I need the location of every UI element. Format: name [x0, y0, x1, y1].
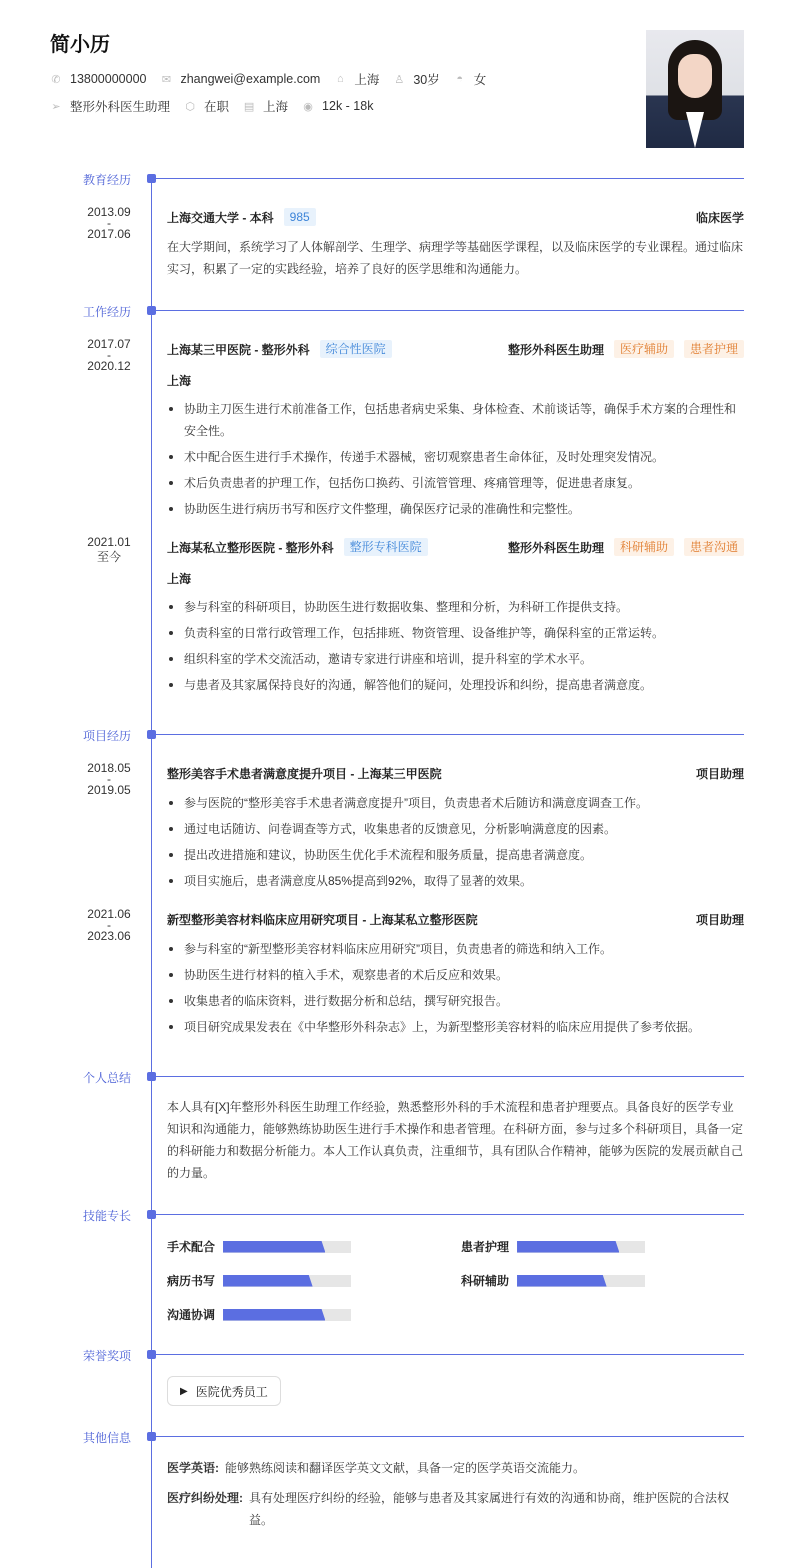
other-value: 能够熟练阅读和翻译医学英文文献，具备一定的医学英语交流能力。 — [225, 1461, 586, 1475]
list-item: 项目研究成果发表在《中华整形外科杂志》上，为新型整形美容材料的临床应用提供了参考依据。 — [167, 1016, 744, 1038]
section-title: 项目经历 — [83, 729, 132, 743]
section-honors — [0, 1348, 794, 1362]
other-key: 医学英语: — [167, 1461, 219, 1475]
section-divider — [156, 1436, 744, 1437]
list-item: 与患者及其家属保持良好的沟通，解答他们的疑问，处理投诉和纠纷，提高患者满意度。 — [167, 674, 744, 696]
work-duties — [167, 596, 744, 700]
contact-row — [50, 70, 500, 88]
work-city: 上海 — [167, 572, 192, 586]
date-range: 2018.05 - 2019.05 — [87, 761, 131, 797]
section-summary — [0, 1070, 794, 1084]
project-items — [167, 792, 744, 896]
list-item: 收集患者的临床资料，进行数据分析和总结，撰写研究报告。 — [167, 990, 744, 1012]
skill-item — [167, 1272, 351, 1289]
date-range: 2017.07 - 2020.12 — [87, 337, 131, 373]
section-dot — [147, 1350, 156, 1359]
section-divider — [156, 1076, 744, 1077]
skill-bar — [223, 1241, 351, 1253]
target-city: 上海 — [263, 100, 289, 114]
section-dot — [147, 1072, 156, 1081]
section-work — [0, 304, 794, 318]
age-icon: ♙ — [394, 73, 405, 86]
skill-fill — [517, 1241, 619, 1253]
tag: 985 — [284, 208, 316, 226]
project-header — [167, 765, 744, 782]
other-key: 医疗纠纷处理: — [167, 1491, 243, 1505]
section-title: 教育经历 — [83, 173, 132, 187]
skill-fill — [223, 1275, 313, 1287]
email: zhangwei@example.com — [180, 72, 321, 86]
date-range: 2021.06 - 2023.06 — [87, 907, 131, 943]
skill-name: 患者护理 — [461, 1240, 510, 1254]
skill-item — [167, 1238, 351, 1255]
work-header — [167, 538, 744, 556]
section-title: 工作经历 — [83, 305, 132, 319]
honor-label: 医院优秀员工 — [195, 1384, 268, 1399]
work-duties — [167, 398, 744, 524]
location: 上海 — [354, 73, 380, 87]
list-item: 协助主刀医生进行术前准备工作，包括患者病史采集、身体检查、术前谈话等，确保手术方案的合理性和安全性。 — [167, 398, 744, 442]
section-title: 荣誉奖项 — [83, 1349, 132, 1363]
company: 上海某私立整形医院 - 整形外科 — [167, 540, 334, 555]
skill-fill — [223, 1241, 325, 1253]
salary-icon: ◉ — [303, 100, 313, 113]
profile-photo — [646, 30, 744, 148]
tag: 综合性医院 — [320, 340, 392, 358]
list-item: 参与科室的科研项目，协助医生进行数据收集、整理和分析，为科研工作提供支持。 — [167, 596, 744, 618]
skill-bar — [223, 1275, 351, 1287]
project-name: 新型整形美容材料临床应用研究项目 - 上海某私立整形医院 — [167, 913, 478, 927]
status-icon: ⬡ — [185, 100, 195, 113]
tag: 患者护理 — [684, 340, 744, 358]
list-item: 协助医生进行材料的植入手术，观察患者的术后反应和效果。 — [167, 964, 744, 986]
section-divider — [156, 1354, 744, 1355]
project-header — [167, 911, 744, 928]
job-status: 在职 — [204, 100, 230, 114]
list-item: 负责科室的日常行政管理工作，包括排班、物资管理、设备维护等，确保科室的正常运转。 — [167, 622, 744, 644]
list-item: 协助医生进行病历书写和医疗文件整理，确保医疗记录的准确性和完整性。 — [167, 498, 744, 520]
honor-item[interactable] — [167, 1376, 281, 1406]
section-dot — [147, 1210, 156, 1219]
project-role: 项目助理 — [695, 913, 744, 927]
section-projects — [0, 728, 794, 742]
send-icon: ➢ — [51, 100, 61, 113]
section-divider — [156, 1214, 744, 1215]
tag: 患者沟通 — [684, 538, 744, 556]
list-item: 组织科室的学术交流活动，邀请专家进行讲座和培训，提升科室的学术水平。 — [167, 648, 744, 670]
skill-fill — [517, 1275, 607, 1287]
skill-fill — [223, 1309, 325, 1321]
home-icon: ⌂ — [337, 73, 344, 85]
section-title: 个人总结 — [83, 1071, 132, 1085]
school: 上海交通大学 - 本科 — [167, 210, 274, 225]
role: 整形外科医生助理 — [507, 342, 604, 357]
section-dot — [147, 730, 156, 739]
education-header — [167, 208, 744, 226]
phone: 13800000000 — [70, 72, 147, 86]
tag: 科研辅助 — [614, 538, 674, 556]
list-item: 参与科室的“新型整形美容材料临床应用研究”项目，负责患者的筛选和纳入工作。 — [167, 938, 744, 960]
section-divider — [156, 178, 744, 179]
project-role: 项目助理 — [695, 767, 744, 781]
date-range: 2013.09 - 2017.06 — [87, 205, 131, 241]
list-item: 参与医院的“整形美容手术患者满意度提升”项目，负责患者术后随访和满意度调查工作。 — [167, 792, 744, 814]
gender-icon: ◓ — [456, 73, 464, 85]
project-items — [167, 938, 744, 1042]
summary-text: 本人具有[X]年整形外科医生助理工作经验，熟悉整形外科的手术流程和患者护理要点。具备良好的医学专业知识和沟通能力，能够熟练协助医生进行手术操作和患者管理。在科研方面，参与过多个科研项目，具备一定的科研能力和数据分析能力。本人工作认真负责，注重细节，具有团队合作精神，能够为医院的发展贡献自己的力量。 — [167, 1100, 744, 1180]
salary: 12k - 18k — [322, 99, 374, 113]
section-dot — [147, 1432, 156, 1441]
list-item: 项目实施后，患者满意度从85%提高到92%，取得了显著的效果。 — [167, 870, 744, 892]
resume-name: 简小历 — [50, 34, 110, 56]
list-item: 通过电话随访、问卷调查等方式，收集患者的反馈意见，分析影响满意度的因素。 — [167, 818, 744, 840]
gender: 女 — [473, 73, 487, 87]
mail-icon: ✉ — [161, 73, 172, 86]
skill-bar — [517, 1241, 645, 1253]
other-value: 具有处理医疗纠纷的经验，能够与患者及其家属进行有效的沟通和协商，维护医院的合法权益。 — [249, 1491, 730, 1527]
tag: 医疗辅助 — [614, 340, 674, 358]
section-skills — [0, 1208, 794, 1222]
major: 临床医学 — [695, 210, 744, 225]
section-title: 技能专长 — [83, 1209, 132, 1223]
work-city: 上海 — [167, 374, 192, 388]
skill-name: 科研辅助 — [461, 1274, 510, 1288]
project-name: 整形美容手术患者满意度提升项目 - 上海某三甲医院 — [167, 767, 442, 781]
play-icon: ▶ — [180, 1385, 188, 1397]
age: 30岁 — [413, 73, 440, 87]
skill-item — [461, 1272, 645, 1289]
section-divider — [156, 310, 744, 311]
role: 整形外科医生助理 — [507, 540, 604, 555]
company: 上海某三甲医院 - 整形外科 — [167, 342, 310, 357]
skill-name: 手术配合 — [167, 1240, 216, 1254]
skill-name: 沟通协调 — [167, 1308, 216, 1322]
education-desc: 在大学期间，系统学习了人体解剖学、生理学、病理学等基础医学课程，以及临床医学的专业课程。通过临床实习，积累了一定的实践经验，培养了良好的医学思维和沟通能力。 — [167, 240, 744, 276]
other-item — [167, 1487, 744, 1531]
date-range: 2021.01 至今 — [87, 535, 131, 564]
skill-item — [461, 1238, 645, 1255]
skill-name: 病历书写 — [167, 1274, 216, 1288]
skill-item — [167, 1306, 351, 1323]
phone-icon: ✆ — [51, 73, 61, 86]
building-icon: ▤ — [243, 100, 255, 113]
list-item: 提出改进措施和建议，协助医生优化手术流程和服务质量，提高患者满意度。 — [167, 844, 744, 866]
section-divider — [156, 734, 744, 735]
section-dot — [147, 306, 156, 315]
tag: 整形专科医院 — [344, 538, 428, 556]
list-item: 术后负责患者的护理工作，包括伤口换药、引流管管理、疼痛管理等，促进患者康复。 — [167, 472, 744, 494]
section-other — [0, 1430, 794, 1444]
skill-bar — [223, 1309, 351, 1321]
other-item — [167, 1457, 744, 1479]
section-title: 其他信息 — [83, 1431, 132, 1445]
job-row — [50, 97, 387, 115]
list-item: 术中配合医生进行手术操作，传递手术器械，密切观察患者生命体征，及时处理突发情况。 — [167, 446, 744, 468]
work-header — [167, 340, 744, 358]
job-target: 整形外科医生助理 — [70, 100, 171, 114]
section-education — [0, 172, 794, 186]
skill-bar — [517, 1275, 645, 1287]
section-dot — [147, 174, 156, 183]
